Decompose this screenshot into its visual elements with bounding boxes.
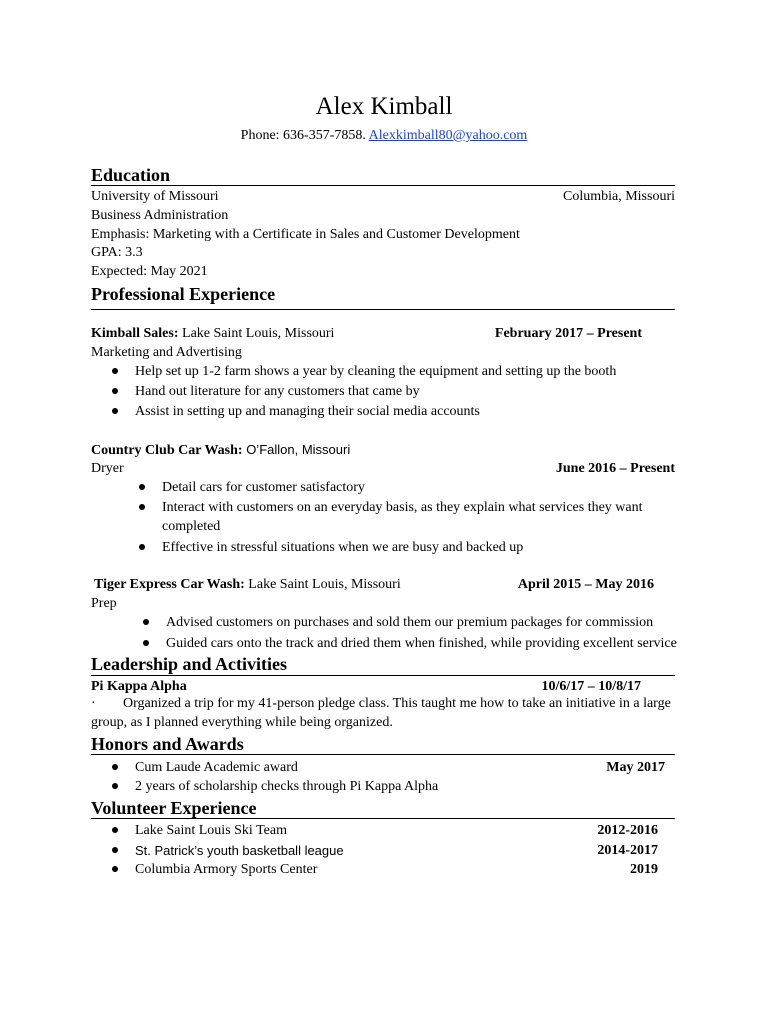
education-title: Education (91, 165, 171, 185)
leadership-marker: · (91, 696, 96, 711)
bullet-icon (112, 847, 118, 853)
job-bullet: Interact with customers on an everyday basis, as they explain what services they want (162, 498, 643, 517)
org-name: Pi Kappa Alpha (91, 679, 187, 694)
bullet-icon (139, 544, 145, 550)
bullet-icon (139, 504, 145, 510)
bullet-icon (143, 619, 149, 625)
volunteer-item: St. Patrick’s youth basketball league (135, 841, 344, 861)
job-location: O’Fallon, Missouri (242, 442, 351, 457)
bullet-icon (112, 368, 118, 374)
job-header (91, 324, 334, 343)
job-bullet: Advised customers on purchases and sold them our premium packages for commission (166, 613, 653, 632)
volunteer-section (91, 797, 675, 819)
leadership-title: Leadership and Activities (91, 654, 288, 674)
bullet-icon (112, 388, 118, 394)
experience-rule (91, 309, 675, 310)
phone-text: Phone: 636-357-7858. (240, 128, 369, 143)
resume-name: Alex Kimball (315, 93, 453, 120)
honor-item: 2 years of scholarship checks through Pi Kappa Alpha (135, 777, 438, 796)
bullet-icon (143, 640, 149, 646)
job-bullet-continuation: completed (162, 519, 221, 534)
leadership-text-line: group, as I planned everything while being organized. (91, 715, 393, 730)
job-bullet: Guided cars onto the track and dried them when finished, while providing excellent service (166, 634, 677, 653)
education-rule (91, 185, 675, 186)
job-role: Prep (91, 596, 117, 611)
job-dates: April 2015 – May 2016 (517, 577, 654, 592)
job-company: Tiger Express Car Wash: (94, 577, 245, 592)
bullet-icon (139, 484, 145, 490)
job-bullet: Help set up 1-2 farm shows a year by cleaning the equipment and setting up the booth (135, 362, 616, 381)
education-detail: Business Administration (91, 208, 229, 223)
job-company: Kimball Sales: (91, 326, 179, 341)
education-detail: Emphasis: Marketing with a Certificate in Sales and Customer Development (91, 227, 520, 242)
leadership-rule (91, 675, 675, 676)
job-role: Marketing and Advertising (91, 345, 242, 360)
volunteer-date: 2019 (630, 862, 658, 877)
email-link[interactable]: Alexkimball80@yahoo.com (368, 128, 528, 143)
bullet-icon (112, 783, 118, 789)
education-section (91, 164, 675, 186)
contact-line (0, 126, 768, 145)
leadership-text-line: Organized a trip for my 41-person pledge class. This taught me how to take an initiative in a large (123, 696, 671, 711)
bullet-icon (112, 764, 118, 770)
bullet-icon (112, 408, 118, 414)
school-location: Columbia, Missouri (562, 189, 675, 204)
volunteer-title: Volunteer Experience (91, 798, 257, 818)
education-detail: GPA: 3.3 (91, 245, 143, 260)
volunteer-item: Columbia Armory Sports Center (135, 860, 317, 879)
honors-section (91, 733, 675, 755)
experience-section (91, 283, 675, 310)
volunteer-item: Lake Saint Louis Ski Team (135, 821, 287, 840)
job-dates: February 2017 – Present (494, 326, 642, 341)
leadership-section (91, 653, 675, 676)
volunteer-date: 2014-2017 (597, 843, 658, 858)
honor-date: May 2017 (606, 760, 665, 775)
school-name: University of Missouri (91, 189, 219, 204)
volunteer-date: 2012-2016 (597, 823, 658, 838)
job-header (91, 440, 350, 460)
job-header (94, 575, 401, 594)
job-company: Country Club Car Wash: (91, 443, 243, 458)
job-dates: June 2016 – Present (555, 461, 675, 476)
education-detail: Expected: May 2021 (91, 264, 208, 279)
honors-title: Honors and Awards (91, 734, 244, 754)
job-location: Lake Saint Louis, Missouri (244, 577, 401, 592)
bullet-icon (112, 866, 118, 872)
honor-item: Cum Laude Academic award (135, 758, 298, 777)
job-role: Dryer (91, 461, 124, 476)
job-bullet: Detail cars for customer satisfactory (162, 478, 365, 497)
bullet-icon (112, 827, 118, 833)
experience-title: Professional Experience (91, 284, 276, 304)
job-location: Lake Saint Louis, Missouri (178, 326, 335, 341)
job-bullet: Effective in stressful situations when we are busy and backed up (162, 538, 523, 557)
job-bullet: Assist in setting up and managing their social media accounts (135, 402, 480, 421)
job-bullet: Hand out literature for any customers that came by (135, 382, 420, 401)
org-dates: 10/6/17 – 10/8/17 (541, 679, 641, 694)
